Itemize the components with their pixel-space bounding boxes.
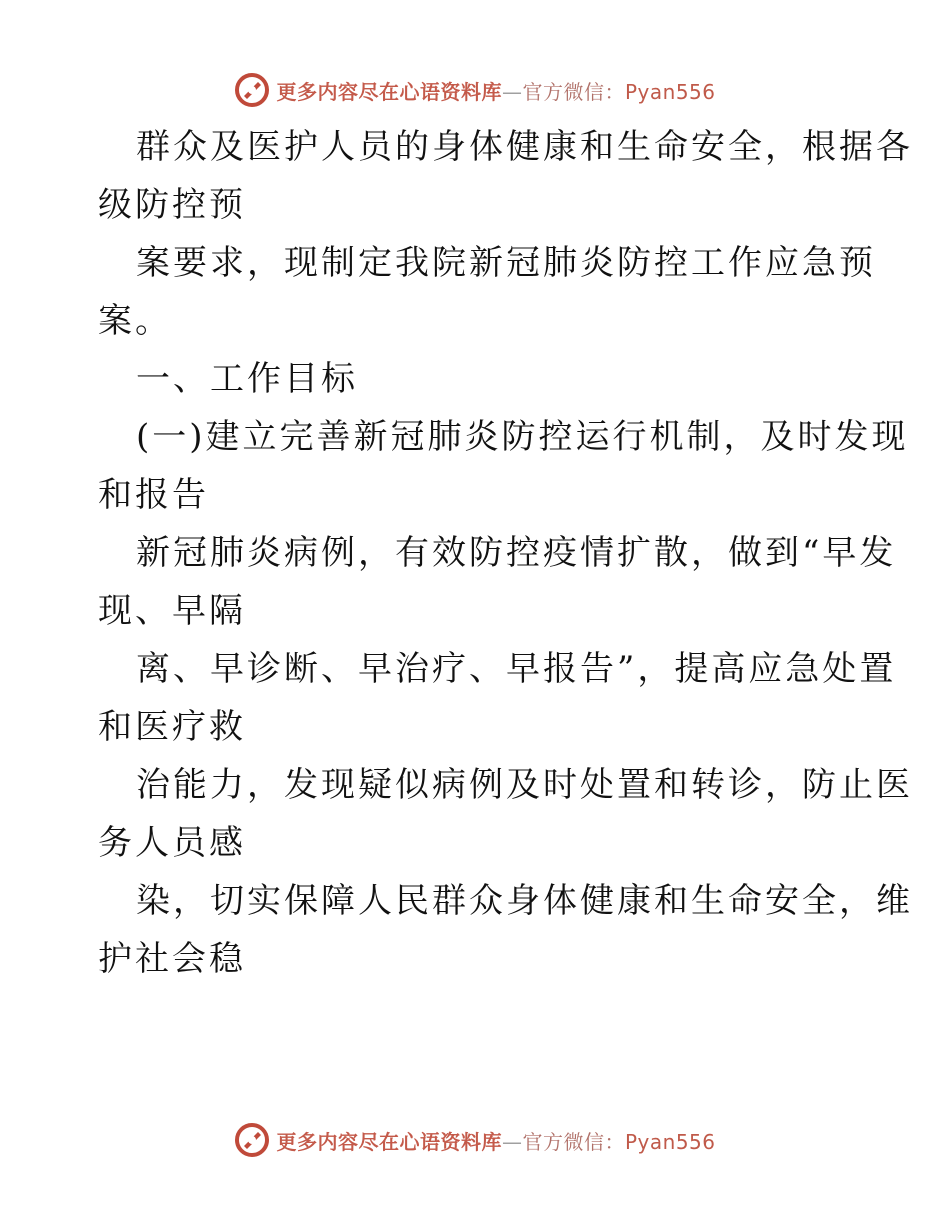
watermark-brand: 更多内容尽在心语资料库 <box>276 1129 502 1154</box>
watermark-separator: — <box>501 79 523 104</box>
paragraph-line: 离、早诊断、早治疗、早报告”，提高应急处置 <box>136 649 897 689</box>
paragraph-line: 案。 <box>98 301 172 341</box>
paragraph-line: 染，切实保障人民群众身体健康和生命安全，维 <box>136 881 913 921</box>
brush-seal-icon <box>234 72 270 108</box>
paragraph-line: 护社会稳 <box>98 939 246 979</box>
watermark-text <box>276 1126 715 1155</box>
watermark-separator: — <box>501 1129 523 1154</box>
watermark-text <box>276 76 715 105</box>
watermark-brand: 更多内容尽在心语资料库 <box>276 79 502 104</box>
watermark-suffix: 官方微信： <box>522 1129 625 1154</box>
header-watermark <box>0 70 950 110</box>
paragraph-line: 和医疗救 <box>98 707 246 747</box>
paragraph-line: 治能力，发现疑似病例及时处置和转诊，防止医 <box>136 765 913 805</box>
footer-watermark <box>0 1120 950 1160</box>
paragraph-line: (一)建立完善新冠肺炎防控运行机制，及时发现 <box>136 417 909 457</box>
paragraph-line: 和报告 <box>98 475 209 515</box>
brush-seal-icon <box>234 1122 270 1158</box>
paragraph-line: 案要求，现制定我院新冠肺炎防控工作应急预 <box>136 243 876 283</box>
paragraph-line: 务人员感 <box>98 823 246 863</box>
document-body <box>98 118 913 988</box>
watermark-suffix: 官方微信： <box>522 79 625 104</box>
paragraph-line: 现、早隔 <box>98 591 246 631</box>
paragraph-line: 群众及医护人员的身体健康和生命安全，根据各 <box>136 127 913 167</box>
paragraph-line: 新冠肺炎病例，有效防控疫情扩散，做到“早发 <box>136 533 897 573</box>
watermark-handle: Pyan556 <box>624 1129 716 1154</box>
watermark-handle: Pyan556 <box>624 79 716 104</box>
section-heading: 一、工作目标 <box>136 359 358 399</box>
paragraph-line: 级防控预 <box>98 185 246 225</box>
